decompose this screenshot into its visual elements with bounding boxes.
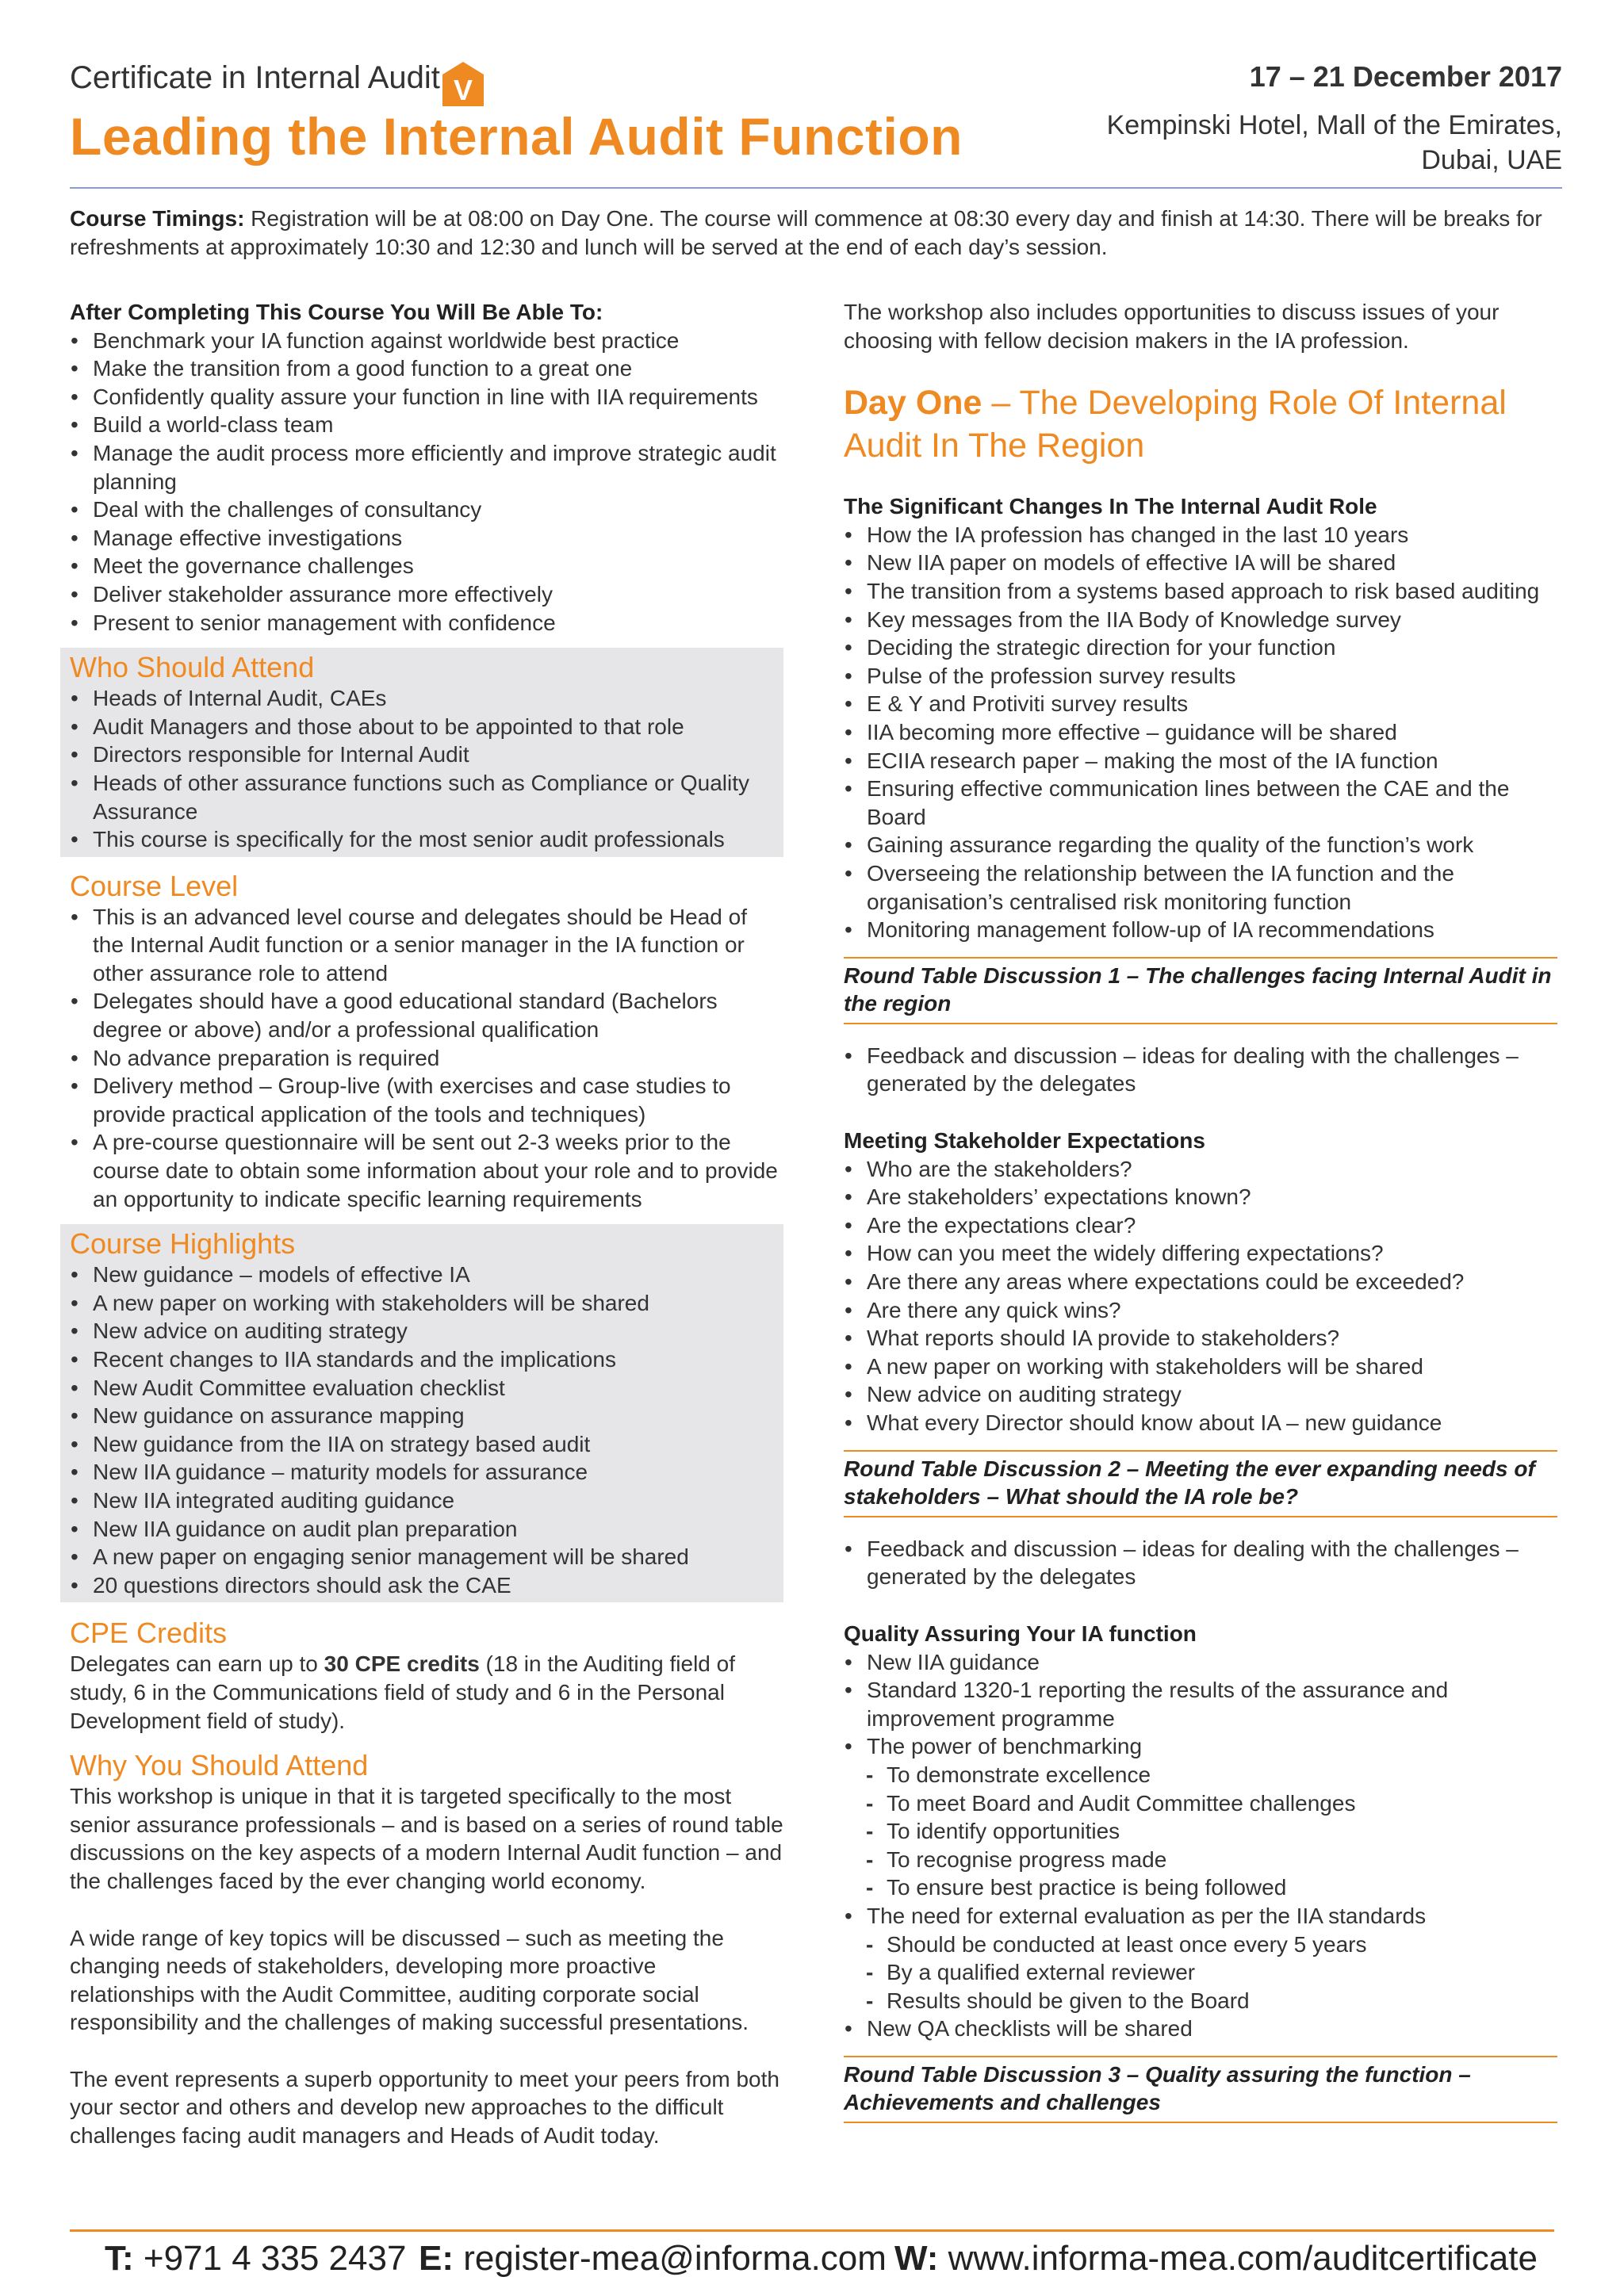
phone-label: T:: [105, 2239, 134, 2278]
section-1-list: [844, 521, 1557, 944]
list-item: • New QA checklists will be shared: [844, 2015, 1557, 2043]
sub-list-item: - To meet Board and Audit Committee challenges: [844, 1789, 1557, 1818]
section-2-heading: Meeting Stakeholder Expectations: [844, 1128, 1205, 1154]
list-item: • Present to senior management with confidence: [70, 609, 783, 637]
round-table-2: Round Table Discussion 2 – Meeting the ever expanding needs of stakeholders – What should the IA role be?: [844, 1450, 1557, 1517]
why-heading: Why You Should Attend: [70, 1749, 369, 1782]
list-item: • New guidance – models of effective IA: [70, 1261, 783, 1289]
list-item: • Are the expectations clear?: [844, 1211, 1557, 1240]
section-2-list: [844, 1155, 1557, 1437]
day-one-heading: [844, 381, 1557, 467]
list-item: • Feedback and discussion – ideas for dealing with the challenges – generated by the delegates: [844, 1042, 1557, 1098]
email-label: E:: [419, 2239, 454, 2278]
list-item: • New IIA guidance on audit plan preparation: [70, 1515, 783, 1544]
footer-divider: [70, 2229, 1554, 2232]
email-link[interactable]: [419, 2239, 887, 2279]
list-item: • Recent changes to IIA standards and the implications: [70, 1345, 783, 1374]
outcomes-heading: After Completing This Course You Will Be Able To:: [70, 300, 603, 324]
why-paragraph-2: A wide range of key topics will be discussed – such as meeting the changing needs of stakeholders, developing more proactive relationships with the Audit Committee, auditing corporate social responsibility and the challenges of making successful presentations.: [70, 1925, 749, 2035]
list-item: • Are there any areas where expectations could be exceeded?: [844, 1268, 1557, 1296]
list-item: • ECIIA research paper – making the most of the IA function: [844, 747, 1557, 775]
who-list: [70, 684, 783, 854]
list-item: • Overseeing the relationship between the IA function and the organisation’s centralised risk monitoring function: [844, 859, 1557, 916]
timings-text: Registration will be at 08:00 on Day One. The course will commence at 08:30 every day and finish at 14:30. There will be breaks for refreshments at approximately 10:30 and 12:30 and lunch will be served at the end of each day’s session.: [70, 206, 1542, 259]
list-item: • Ensuring effective communication lines between the CAE and the Board: [844, 775, 1557, 831]
round-table-3: Round Table Discussion 3 – Quality assuring the function – Achievements and challenges: [844, 2056, 1557, 2123]
list-item: • A new paper on engaging senior management will be shared: [70, 1543, 783, 1571]
day-label: Day One: [844, 384, 982, 423]
list-item: • How can you meet the widely differing expectations?: [844, 1239, 1557, 1268]
course-highlights-box: [60, 1224, 783, 1602]
v-badge-icon: [441, 60, 485, 108]
course-timings: [70, 205, 1562, 262]
list-item: • Confidently quality assure your function in line with IIA requirements: [70, 383, 783, 411]
list-item: • Who are the stakeholders?: [844, 1155, 1557, 1184]
list-item: • Standard 1320-1 reporting the results of the assurance and improvement programme: [844, 1676, 1557, 1732]
list-item: • New IIA integrated auditing guidance: [70, 1487, 783, 1515]
list-item: • Manage effective investigations: [70, 524, 783, 553]
list-item: • Build a world-class team: [70, 411, 783, 439]
outcomes-list: [70, 327, 783, 637]
list-item: • How the IA profession has changed in the last 10 years: [844, 521, 1557, 549]
list-item: • Pulse of the profession survey results: [844, 662, 1557, 691]
highlights-list: [70, 1261, 783, 1599]
section-3-list: [844, 1648, 1557, 2043]
why-paragraph-1: This workshop is unique in that it is targeted specifically to the most senior assurance professionals – and is based on a series of round table discussions on the key aspects of a modern Internal Audit function – and the challenges faced by the ever changing world economy.: [70, 1784, 783, 1893]
list-item: • Meet the governance challenges: [70, 552, 783, 580]
event-date: 17 – 21 December 2017: [1249, 60, 1562, 93]
list-item: • New IIA guidance – maturity models for assurance: [70, 1458, 783, 1487]
list-item: • This course is specifically for the most senior audit professionals: [70, 825, 783, 854]
list-item: • A new paper on working with stakeholders will be shared: [844, 1353, 1557, 1381]
sub-list-item: - To demonstrate excellence: [844, 1761, 1557, 1789]
list-item: • Are there any quick wins?: [844, 1296, 1557, 1325]
list-item: • New Audit Committee evaluation checklist: [70, 1374, 783, 1402]
list-item: • The transition from a systems based approach to risk based auditing: [844, 577, 1557, 606]
list-item: • Deal with the challenges of consultancy: [70, 496, 783, 524]
list-item: • The need for external evaluation as per the IIA standards: [844, 1902, 1557, 1931]
list-item: • Gaining assurance regarding the quality of the function’s work: [844, 831, 1557, 859]
list-item: • IIA becoming more effective – guidance will be shared: [844, 718, 1557, 747]
highlights-heading: Course Highlights: [70, 1227, 296, 1261]
list-item: • New guidance from the IIA on strategy based audit: [70, 1430, 783, 1459]
event-venue: [1007, 108, 1562, 178]
round-table-2-list: [844, 1535, 1557, 1591]
list-item: • New advice on auditing strategy: [70, 1317, 783, 1345]
phone-contact[interactable]: [105, 2239, 406, 2279]
who-heading: Who Should Attend: [70, 651, 315, 684]
list-item: • 20 questions directors should ask the CAE: [70, 1571, 783, 1600]
list-item: • Delivery method – Group-live (with exercises and case studies to provide practical application of the tools and techniques): [70, 1072, 783, 1128]
right-column: [844, 298, 1557, 2141]
header-divider: [70, 187, 1562, 189]
list-item: • Audit Managers and those about to be appointed to that role: [70, 713, 783, 741]
list-item: • Key messages from the IIA Body of Knowledge survey: [844, 606, 1557, 634]
list-item: • Feedback and discussion – ideas for dealing with the challenges – generated by the delegates: [844, 1535, 1557, 1591]
list-item: • The power of benchmarking: [844, 1732, 1557, 1761]
list-item: • New advice on auditing strategy: [844, 1380, 1557, 1409]
list-item: • New IIA paper on models of effective IA will be shared: [844, 549, 1557, 577]
website-link[interactable]: [894, 2239, 1538, 2279]
section-3-heading: Quality Assuring Your IA function: [844, 1621, 1197, 1646]
list-item: • Heads of other assurance functions such as Compliance or Quality Assurance: [70, 769, 783, 825]
list-item: • This is an advanced level course and delegates should be Head of the Internal Audit function or a senior manager in the IA function or other assurance role to attend: [70, 903, 783, 988]
left-column: [70, 298, 783, 2150]
level-list: [70, 903, 783, 1214]
list-item: • Directors responsible for Internal Audit: [70, 740, 783, 769]
who-should-attend-box: [60, 648, 783, 857]
list-item: • A new paper on working with stakeholders will be shared: [70, 1289, 783, 1318]
workshop-intro: The workshop also includes opportunities to discuss issues of your choosing with fellow decision makers in the IA profession.: [844, 300, 1500, 353]
list-item: • What reports should IA provide to stakeholders?: [844, 1324, 1557, 1353]
badge-letter: V: [453, 74, 473, 106]
list-item: • No advance preparation is required: [70, 1044, 783, 1073]
level-heading: Course Level: [70, 869, 239, 902]
list-item: • E & Y and Protiviti survey results: [844, 690, 1557, 718]
certificate-title: Certificate in Internal Audit: [70, 60, 440, 95]
round-table-1-list: [844, 1042, 1557, 1098]
page-title: Leading the Internal Audit Function: [70, 107, 963, 166]
list-item: • Are stakeholders’ expectations known?: [844, 1183, 1557, 1211]
list-item: • Delegates should have a good educational standard (Bachelors degree or above) and/or a professional qualification: [70, 987, 783, 1043]
list-item: • Deliver stakeholder assurance more effectively: [70, 580, 783, 609]
day-title: – The Developing Role Of Internal Audit In The Region: [844, 384, 1507, 465]
venue-line-1: Kempinski Hotel, Mall of the Emirates,: [1106, 110, 1562, 140]
list-item: • Make the transition from a good function to a great one: [70, 354, 783, 383]
email-address: register-mea@informa.com: [454, 2239, 887, 2278]
venue-line-2: Dubai, UAE: [1421, 145, 1562, 175]
timings-label: Course Timings:: [70, 206, 245, 231]
list-item: • What every Director should know about IA – new guidance: [844, 1409, 1557, 1437]
phone-number: +971 4 335 2437: [133, 2239, 407, 2278]
list-item: • Heads of Internal Audit, CAEs: [70, 684, 783, 713]
section-1-heading: The Significant Changes In The Internal Audit Role: [844, 494, 1377, 519]
sub-list-item: - Should be conducted at least once every 5 years: [844, 1931, 1557, 1959]
list-item: • A pre-course questionnaire will be sent out 2-3 weeks prior to the course date to obtain some information about your role and to provide an opportunity to indicate specific learning requirements: [70, 1128, 783, 1213]
list-item: • New guidance on assurance mapping: [70, 1402, 783, 1430]
sub-list-item: - To ensure best practice is being followed: [844, 1873, 1557, 1902]
round-table-1: Round Table Discussion 1 – The challenges facing Internal Audit in the region: [844, 957, 1557, 1024]
why-paragraph-3: The event represents a superb opportunity to meet your peers from both your sector and others and develop new approaches to the difficult challenges facing audit managers and Heads of Audit today.: [70, 2066, 779, 2149]
website-url: www.informa-mea.com/auditcertificate: [938, 2239, 1538, 2278]
sub-list-item: - By a qualified external reviewer: [844, 1958, 1557, 1987]
sub-list-item: - Results should be given to the Board: [844, 1987, 1557, 2015]
cpe-heading: CPE Credits: [70, 1617, 228, 1650]
list-item: • Manage the audit process more efficiently and improve strategic audit planning: [70, 439, 783, 496]
sub-list-item: - To identify opportunities: [844, 1817, 1557, 1846]
list-item: • Deciding the strategic direction for your function: [844, 633, 1557, 662]
list-item: • New IIA guidance: [844, 1648, 1557, 1677]
list-item: • Monitoring management follow-up of IA recommendations: [844, 916, 1557, 944]
list-item: • Benchmark your IA function against worldwide best practice: [70, 327, 783, 355]
web-label: W:: [894, 2239, 939, 2278]
sub-list-item: - To recognise progress made: [844, 1846, 1557, 1874]
cpe-credits-value: 30 CPE credits: [324, 1651, 480, 1677]
cpe-text: Delegates can earn up to 30 CPE credits (18 in the Auditing field of study, 6 in the Communications field of study and 6 in the Personal Development field of study).: [70, 1651, 735, 1733]
